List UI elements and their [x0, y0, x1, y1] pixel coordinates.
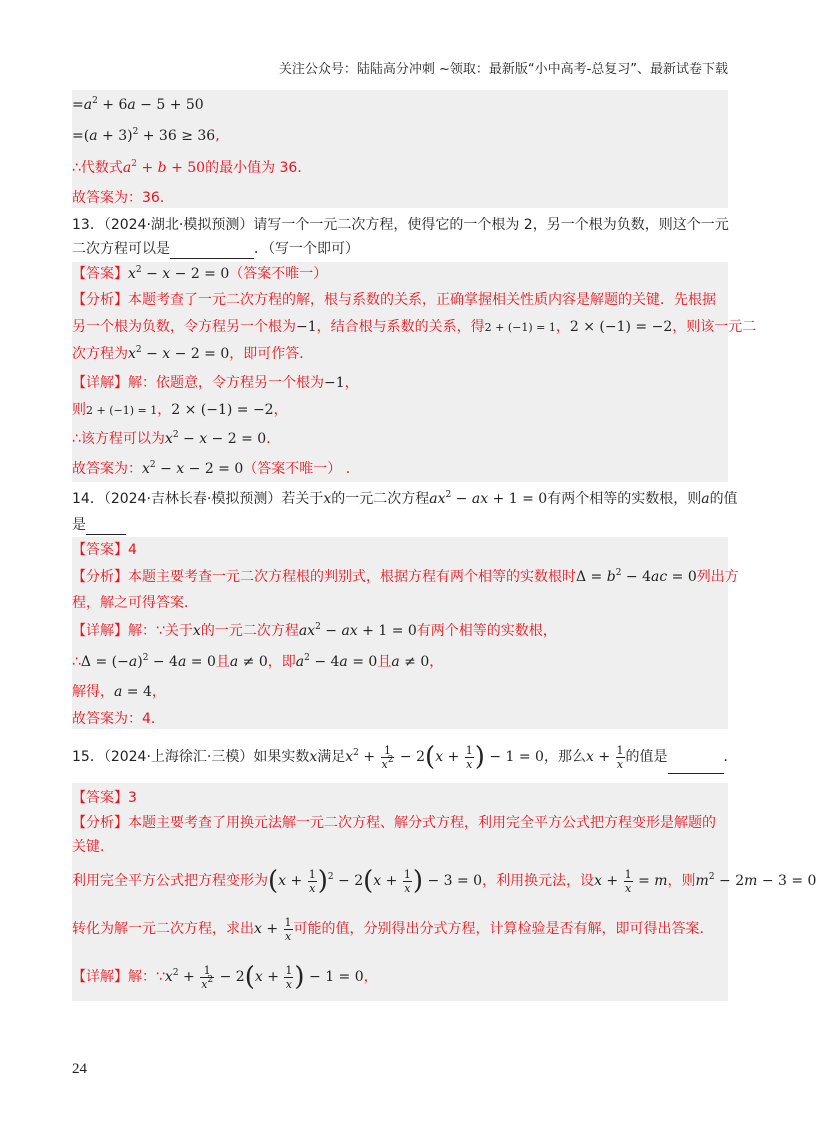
q15-solution-block	[72, 783, 816, 1001]
q14-detail-line-2: ∴Δ = $(-a)^2 - 4a = 0$且a ≠ 0，即$a^2 - 4a = 0$且a ≠ 0，	[72, 653, 444, 670]
q13-answer: 【答案】$x^2 - x - 2 = 0$（答案不唯一）	[72, 265, 328, 282]
q13-analysis-line-2: 另一个根为负数，令方程另一个根为−1，结合根与系数的关系，得2 + (−1) = 1，2 × (−1) = −2，则该一元二	[72, 319, 757, 335]
q13-answer-blank	[170, 242, 254, 259]
q13-analysis-line-1: 【分析】本题考查了一元二次方程的解，根与系数的关系，正确掌握相关性质内容是解题的关键．先根据	[72, 292, 716, 308]
page-number: 24	[72, 1061, 87, 1077]
q13-detail-line-2: 则2 + (−1) = 1，2 × (−1) = −2，	[72, 402, 288, 418]
q13-detail-line-3: ∴该方程可以为$x^2 - x - 2 = 0$．	[72, 430, 281, 447]
q15-answer: 【答案】3	[72, 790, 137, 806]
q13-stem-line-1: 13．（2024·湖北·模拟预测）请写一个一元二次方程，使得它的一个根为 2，另一个根为负数，则这个一元	[72, 217, 729, 233]
q14-answer-blank	[86, 518, 126, 535]
q15-analysis-line-4: 转化为解一元二次方程，求出x + $\frac{1}{x}$ 可能的值，分别得出分式方程，计算检验是否有解，即可得出答案．	[72, 915, 714, 943]
q13-detail-line-1: 【详解】解：依题意，令方程另一个根为−1，	[72, 375, 359, 391]
prev-final-answer: 故答案为：36．	[72, 190, 174, 206]
q15-stem	[72, 732, 738, 782]
q14-analysis-line-2: 程，解之可得答案．	[72, 595, 198, 611]
q14-detail-line-3: 解得，a = 4，	[72, 684, 166, 700]
q15-analysis-line-2: 关键．	[72, 839, 114, 855]
q13-analysis-line-3: 次方程为$x^2 - x - 2 = 0$，即可作答．	[72, 345, 314, 362]
q14-answer: 【答案】4	[72, 542, 137, 558]
q15-detail-line: 【详解】解：$\because x^2$ + $\frac{1}{x^2}$ − 2(x + $\frac{1}{x}$ ) − 1 = 0，	[72, 962, 378, 992]
q15-analysis-line-3: 利用完全平方公式把方程变形为(x + $\frac{1}{x}$ )$^2$ − 2(x + $\frac{1}{x}$ ) − 3 = 0，利用换元法，设x + $\frac{1}{x}$ = m，则$m^2 - 2m - 3 = 0$	[72, 866, 816, 896]
q14-stem-line-2: 是	[72, 515, 126, 535]
q13-stem-line-2: 二次方程可以是 ．（写一个即可）	[72, 241, 359, 257]
prev-step-2: $=(a + 3)^2 + 36 \ge 36$,	[72, 127, 220, 144]
q14-solution-block	[72, 537, 739, 729]
q13-stem	[72, 212, 728, 262]
q14-analysis-line-1: 【分析】本题主要考查一元二次方程根的判别式，根据方程有两个相等的实数根时$\Delta = b^2 - 4ac = 0$列出方	[72, 568, 739, 585]
prev-step-1: $=a^2 + 6a - 5 + 50$	[72, 96, 204, 113]
prev-conclusion: ∴代数式$a^2 + b + 50$的最小值为 36．	[72, 159, 312, 176]
prev-solution-block	[72, 90, 728, 208]
q14-stem	[72, 485, 738, 537]
q13-solution-block	[72, 262, 757, 482]
q15-stem-line: 15．（2024·上海徐汇·三模）如果实数x满足$x^2$ + $\frac{1}{x^2}$ − 2(x + $\frac{1}{x}$ ) − 1 = 0，那么x + $\frac{1}{x}$ 的值是 ．	[72, 742, 738, 772]
page-header: 关注公众号：陆陆高分冲刺 ~领取：最新版“小中高考-总复习”、最新试卷下载	[278, 62, 728, 77]
q15-answer-blank	[668, 757, 724, 774]
q14-stem-line-1: 14．（2024·吉林长春·模拟预测）若关于x的一元二次方程$ax^2$ − ax + 1 = 0有两个相等的实数根，则a的值	[72, 490, 738, 507]
q14-final-answer: 故答案为：4．	[72, 711, 165, 727]
q13-final-answer: 故答案为：$x^2 - x - 2 = 0$（答案不唯一） ．	[72, 460, 360, 477]
q15-analysis-line-1: 【分析】本题主要考查了用换元法解一元二次方程、解分式方程，利用完全平方公式把方程变形是解题的	[72, 815, 716, 831]
q14-detail-line-1: 【详解】解：∵关于x的一元二次方程$ax^2$ − ax + 1 = 0有两个相等的实数根，	[72, 622, 557, 639]
